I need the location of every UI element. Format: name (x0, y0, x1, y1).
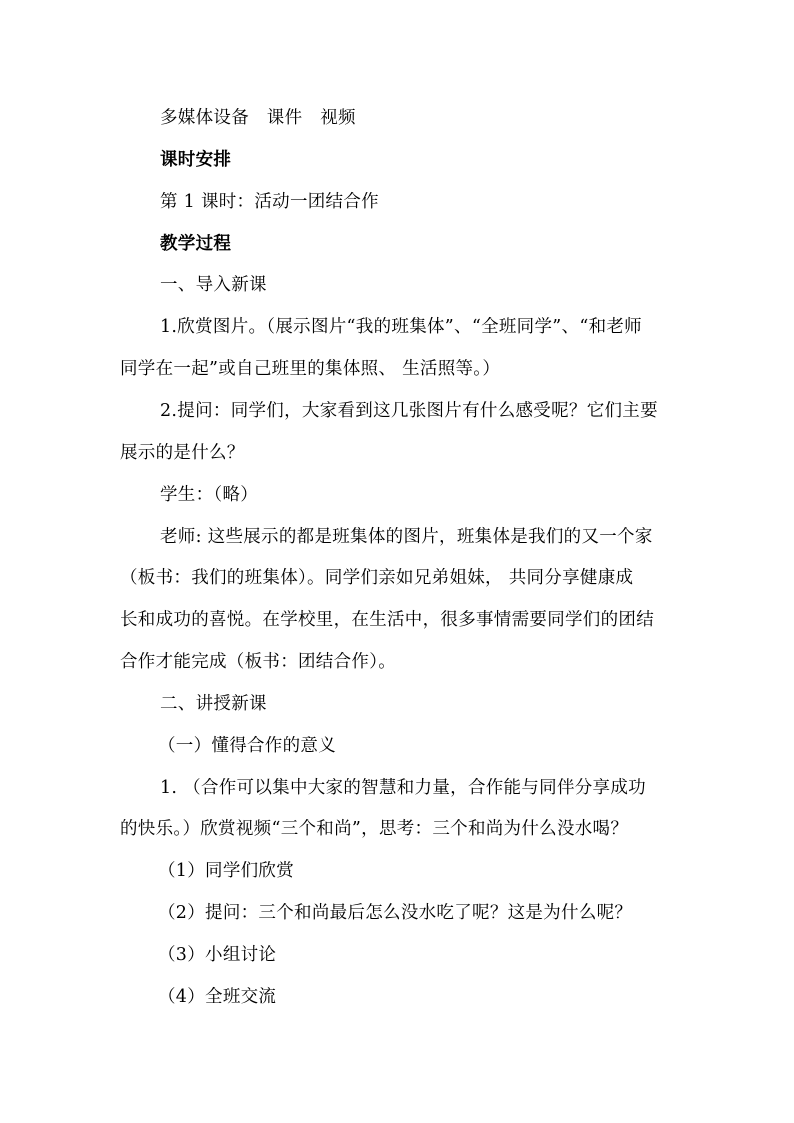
step-3-line: （3）小组讨论 (158, 945, 277, 965)
subheading-new-lesson: 二、讲授新课 (160, 694, 267, 714)
step-1-line: （1）同学们欣赏 (158, 861, 295, 881)
materials-line: 多媒体设备 课件 视频 (160, 108, 356, 128)
paragraph-1-line-2: 同学在一起”或自己班里的集体照、 生活照等。） (120, 359, 501, 379)
teacher-paragraph-line-4: 合作才能完成（板书：团结合作）。 (120, 652, 397, 672)
paragraph-2-line-2: 展示的是什么？ (120, 443, 245, 463)
student-line: 学生：（略） (160, 485, 259, 505)
paragraph-2-line-1: 2.提问：同学们，大家看到这几张图片有什么感受呢？它们主要 (160, 401, 658, 421)
subheading-cooperation-meaning: （一）懂得合作的意义 (158, 736, 336, 756)
teacher-paragraph-line-3: 长和成功的喜悦。在学校里，在生活中，很多事情需要同学们的团结 (120, 610, 654, 630)
teacher-paragraph-line-1: 老师: 这些展示的都是班集体的图片，班集体是我们的又一个家 (160, 527, 653, 547)
section-heading-process: 教学过程 (160, 234, 232, 254)
teacher-paragraph-line-2: （板书：我们的班集体）。同学们亲如兄弟姐妹， 共同分享健康成 (120, 568, 634, 588)
paragraph-3-line-2: 的快乐。）欣赏视频“三个和尚”，思考：三个和尚为什么没水喝？ (120, 819, 629, 839)
lesson-1-line: 第 1 课时：活动一团结合作 (160, 192, 379, 212)
step-2-line: （2）提问：三个和尚最后怎么没水吃了呢？这是为什么呢？ (158, 903, 633, 923)
step-4-line: （4）全班交流 (158, 987, 277, 1007)
paragraph-1-line-1: 1.欣赏图片。（展示图片“我的班集体”、“全班同学”、“和老师 (160, 317, 642, 337)
section-heading-schedule: 课时安排 (160, 150, 232, 170)
subheading-intro: 一、导入新课 (160, 275, 267, 295)
paragraph-3-line-1: 1. （合作可以集中大家的智慧和力量，合作能与同伴分享成功 (160, 778, 646, 798)
